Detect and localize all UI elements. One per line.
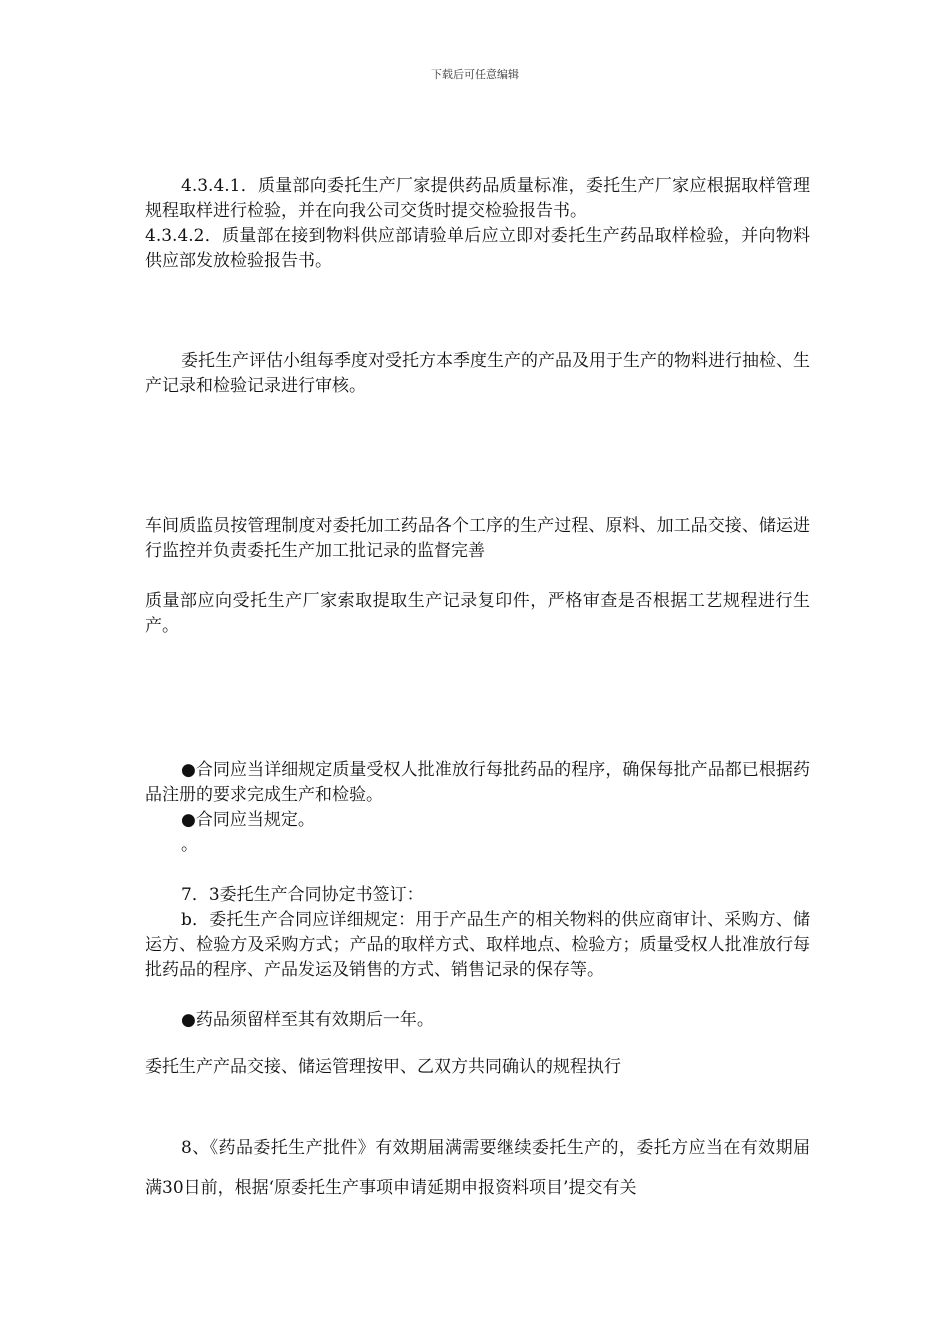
paragraph-8-approval-renewal: 8、《药品委托生产批件》有效期届满需要继续委托生产的，委托方应当在有效期届满30日前，根据‘原委托生产事项申请延期申报资料项目’提交有关 (145, 1138, 810, 1198)
paragraph-sample-retention: ●药品须留样至其有效期后一年。 (181, 1010, 434, 1030)
paragraph-contract-release: ●合同应当详细规定质量受权人批准放行每批药品的程序，确保每批产品都已根据药品注册的要求完成生产和检验。 (145, 760, 810, 805)
paragraph-period: 。 (181, 835, 198, 855)
paragraph-7-3-contract-signing: 7．3委托生产合同协定书签订： (181, 885, 424, 905)
paragraph-quality-records: 质量部应向受托生产厂家索取提取生产记录复印件，严格审查是否根据工艺规程进行生产。 (145, 591, 810, 636)
paragraph-evaluation-group: 委托生产评估小组每季度对受托方本季度生产的产品及用于生产的物料进行抽检、生产记录和检验记录进行审核。 (145, 351, 810, 396)
paragraph-4-3-4-1: 4.3.4.1．质量部向委托生产厂家提供药品质量标准，委托生产厂家应根据取样管理规程取样进行检验，并在向我公司交货时提交检验报告书。 (145, 176, 810, 221)
page-header: 下载后可任意编辑 (431, 68, 519, 81)
paragraph-handover-storage: 委托生产产品交接、储运管理按甲、乙双方共同确认的规程执行 (145, 1057, 621, 1077)
paragraph-4-3-4-2: 4.3.4.2．质量部在接到物料供应部请验单后应立即对委托生产药品取样检验，并向物料供应部发放检验报告书。 (145, 226, 810, 271)
paragraph-contract-details: b．委托生产合同应详细规定：用于产品生产的相关物料的供应商审计、采购方、储运方、检验方及采购方式；产品的取样方式、取样地点、检验方；质量受权人批准放行每批药品的程序、产品发运及销售的方式、销售记录的保存等。 (145, 910, 810, 980)
paragraph-workshop-monitor: 车间质监员按管理制度对委托加工药品各个工序的生产过程、原料、加工品交接、储运进行监控并负责委托生产加工批记录的监督完善 (145, 516, 810, 561)
paragraph-contract-rule: ●合同应当规定。 (181, 810, 315, 830)
